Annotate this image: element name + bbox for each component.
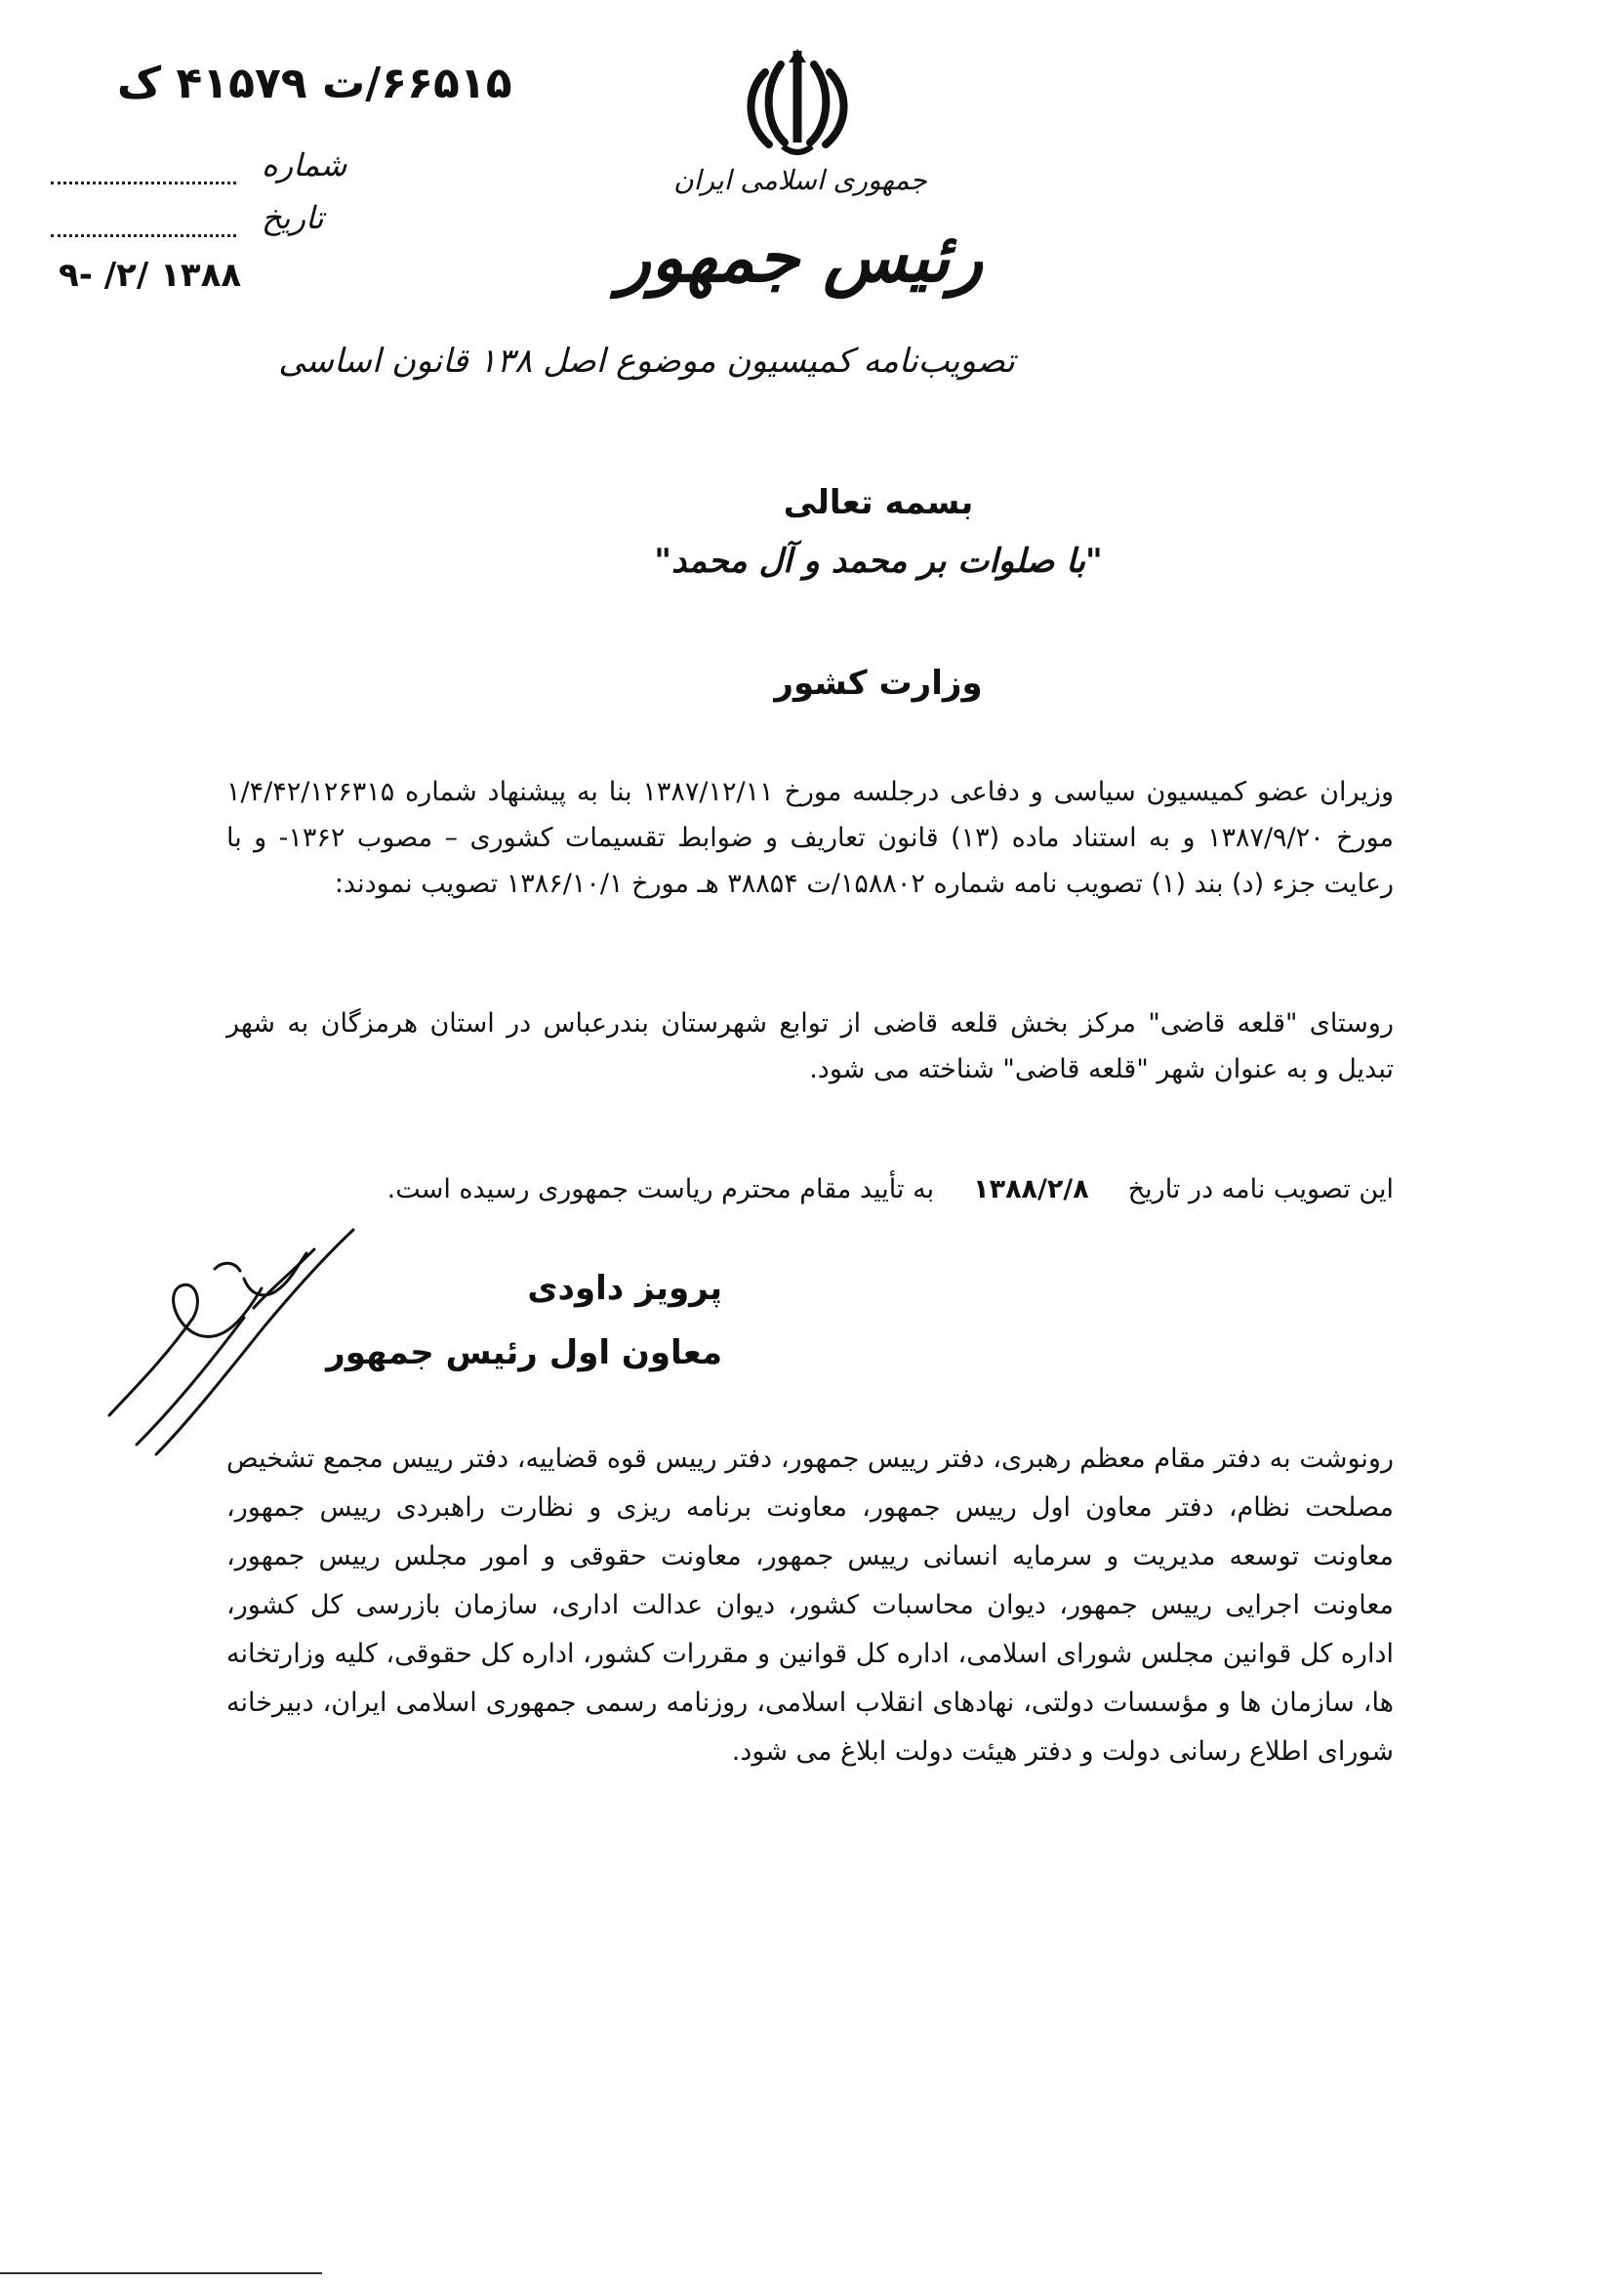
bismillah-heading: بسمه تعالی — [783, 483, 974, 522]
number-dotted-line — [51, 182, 236, 184]
date-label: تاریخ — [262, 199, 324, 236]
letter-date: ۱۳۸۸ /۲/ -۹ — [59, 256, 242, 295]
body-paragraph-2: روستای "قلعه قاضی" مرکز بخش قلعه قاضی از توابع شهرستان بندرعباس در استان هرمزگان به شهر تبدیل و به عنوان شهر "قلعه قاضی" شناخته می شود. — [226, 1008, 1394, 1084]
body-paragraph-1: وزیران عضو کمیسیون سیاسی و دفاعی درجلسه مورخ ۱۳۸۷/۱۲/۱۱ بنا به پیشنهاد شماره ۱/۴/۴۲/۱۲۶۳۱۵ مورخ ۱۳۸۷/۹/۲۰ و به استناد ماده (۱۳) قانون تعاریف و ضوابط تقسیمات کشوری – مصوب ۱۳۶۲- و با رعایت جزء (د) بند (۱) تصویب نامه شماره ۱۵۸۸۰۲/ت ۳۸۸۵۴ هـ مورخ ۱۳۸۶/۱۰/۱ تصویب نمودند: — [226, 777, 1394, 899]
president-title: رئیس جمهور — [618, 217, 983, 298]
number-label: شماره — [262, 146, 347, 183]
approval-suffix: به تأیید مقام محترم ریاست جمهوری رسیده است. — [386, 1174, 935, 1204]
letter-reference-number: ۶۶۵۱۵/ت ۴۱۵۷۹ ک — [117, 59, 512, 108]
salawat-line: "با صلوات بر محمد و آل محمد" — [654, 542, 1103, 581]
approval-date: ۱۳۸۸/۲/۸ — [973, 1174, 1089, 1204]
cc-distribution-list: رونوشت به دفتر مقام معظم رهبری، دفتر رییس جمهور، دفتر رییس قوه قضاییه، دفتر رییس مجمع تشخیص مصلحت نظام، دفتر معاون اول رییس جمهور، معاونت برنامه ریزی و نظارت راهبردی رییس جمهور، معاونت توسعه مدیریت و سرمایه انسانی رییس جمهور، معاونت حقوقی و امور مجلس رییس جمهور، معاونت اجرایی رییس جمهور، دیوان محاسبات کشور، دیوان عدالت اداری، سازمان بازرسی کل کشور، اداره کل قوانین مجلس شورای اسلامی، اداره کل قوانین و مقررات کشور، اداره کل حقوقی، کلیه وزارتخانه ها، سازمان ها و مؤسسات دولتی، نهادهای انقلاب اسلامی، روزنامه رسمی جمهوری اسلامی ایران، دبیرخانه شورای اطلاع رسانی دولت و دفتر هیئت دولت ابلاغ می شود. — [226, 1444, 1394, 1767]
date-dotted-line — [51, 234, 236, 237]
commission-title: تصویب‌نامه کمیسیون موضوع اصل ۱۳۸ قانون اساسی — [278, 342, 1015, 381]
republic-title: جمهوری اسلامی ایران — [673, 164, 927, 196]
approval-prefix: این تصویب نامه در تاریخ — [1127, 1174, 1394, 1204]
handwritten-signature — [98, 1210, 390, 1464]
footer-divider — [0, 2272, 322, 2274]
addressee-heading: وزارت کشور — [774, 664, 983, 703]
signatory-title: معاون اول رئیس جمهور — [326, 1333, 722, 1372]
signatory-name: پرویز داودی — [527, 1269, 722, 1308]
approval-statement — [226, 1166, 1394, 1212]
emblem-of-iran-icon — [744, 45, 851, 160]
